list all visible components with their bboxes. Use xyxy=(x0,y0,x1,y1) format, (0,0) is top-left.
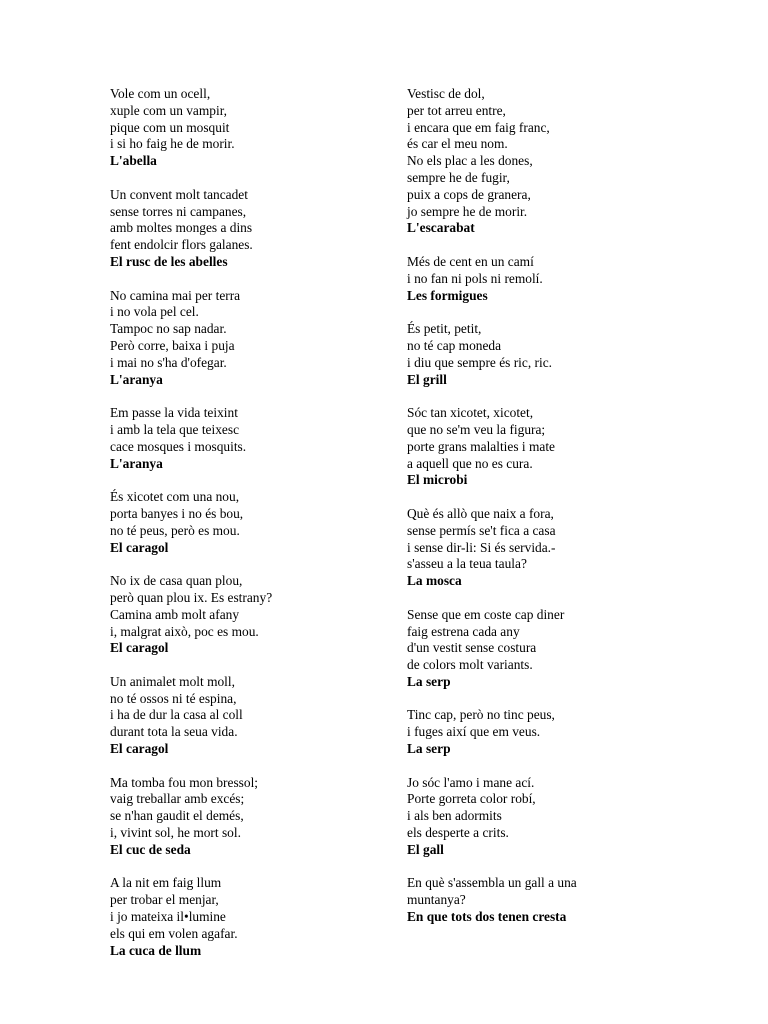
riddle-line: s'asseu a la teua taula? xyxy=(407,556,527,572)
riddle-block xyxy=(407,707,727,757)
riddle-line: vaig treballar amb excés; xyxy=(110,791,245,807)
riddle-line: a aquell que no es cura. xyxy=(407,455,533,471)
riddle-block xyxy=(110,489,430,556)
riddle-line: i jo mateixa il•lumine xyxy=(110,909,226,925)
riddle-line: No camina mai per terra xyxy=(110,287,241,303)
riddle-block xyxy=(407,506,727,590)
riddle-answer: El caragol xyxy=(110,741,169,757)
riddle-line: Porte gorreta color robí, xyxy=(407,791,536,807)
riddle-line: d'un vestit sense costura xyxy=(407,640,537,656)
riddle-block xyxy=(110,187,430,271)
riddle-line: i amb la tela que teixesc xyxy=(110,421,240,437)
riddle-line: Més de cent en un camí xyxy=(407,253,534,269)
left-column xyxy=(110,86,430,976)
riddle-line: no té ossos ni té espina, xyxy=(110,690,237,706)
riddle-line: Un convent molt tancadet xyxy=(110,186,248,202)
riddle-block xyxy=(110,405,430,472)
riddle-block xyxy=(110,674,430,758)
riddle-line: Un animalet molt moll, xyxy=(110,673,235,689)
riddle-line: i mai no s'ha d'ofegar. xyxy=(110,354,227,370)
riddle-line: Tampoc no sap nadar. xyxy=(110,321,227,337)
riddle-line: Tinc cap, però no tinc peus, xyxy=(407,707,555,723)
riddle-line: És xicotet com una nou, xyxy=(110,489,240,505)
riddle-line: porta banyes i no és bou, xyxy=(110,505,244,521)
riddle-line: els desperte a crits. xyxy=(407,825,509,841)
riddle-line: A la nit em faig llum xyxy=(110,875,222,891)
riddle-line: pique com un mosquit xyxy=(110,119,230,135)
riddle-block xyxy=(407,405,727,489)
riddle-line: els qui em volen agafar. xyxy=(110,925,238,941)
riddle-line: Sóc tan xicotet, xicotet, xyxy=(407,405,534,421)
riddle-block xyxy=(110,86,430,170)
riddle-answer: Les formigues xyxy=(407,287,488,303)
riddle-answer: El rusc de les abelles xyxy=(110,253,228,269)
riddle-line: i als ben adormits xyxy=(407,808,502,824)
riddle-line: faig estrena cada any xyxy=(407,623,520,639)
riddle-line: i, vivint sol, he mort sol. xyxy=(110,825,241,841)
riddle-line: Em passe la vida teixint xyxy=(110,405,238,421)
riddle-block xyxy=(110,775,430,859)
riddle-block xyxy=(110,573,430,657)
riddle-line: És petit, petit, xyxy=(407,321,482,337)
riddle-line: i no vola pel cel. xyxy=(110,304,199,320)
riddle-line: i, malgrat això, poc es mou. xyxy=(110,623,259,639)
riddle-answer: La mosca xyxy=(407,573,462,589)
riddle-answer: L'abella xyxy=(110,153,157,169)
riddle-answer: La cuca de llum xyxy=(110,942,202,958)
riddle-line: sense torres ni campanes, xyxy=(110,203,247,219)
riddle-line: i encara que em faig franc, xyxy=(407,119,550,135)
riddle-line: se n'han gaudit el demés, xyxy=(110,808,244,824)
riddle-line: muntanya? xyxy=(407,892,466,908)
riddle-line: i no fan ni pols ni remolí. xyxy=(407,270,543,286)
riddle-block xyxy=(110,288,430,389)
riddle-line: i sense dir-li: Si és servida.- xyxy=(407,539,556,555)
riddle-answer: L'aranya xyxy=(110,371,163,387)
riddle-answer: L'escarabat xyxy=(407,220,475,236)
riddle-line: no té cap moneda xyxy=(407,337,502,353)
riddle-block xyxy=(407,875,727,925)
riddle-line: Jo sóc l'amo i mane ací. xyxy=(407,774,535,790)
riddle-line: i ha de dur la casa al coll xyxy=(110,707,243,723)
riddle-line: Ma tomba fou mon bressol; xyxy=(110,774,259,790)
riddle-line: i si ho faig he de morir. xyxy=(110,136,235,152)
riddle-block xyxy=(407,254,727,304)
riddle-line: durant tota la seua vida. xyxy=(110,724,238,740)
riddle-line: però quan plou ix. Es estrany? xyxy=(110,589,273,605)
riddle-answer: En que tots dos tenen cresta xyxy=(407,909,567,925)
riddle-answer: El microbi xyxy=(407,472,468,488)
riddle-line: fent endolcir flors galanes. xyxy=(110,237,253,253)
riddle-line: amb moltes monges a dins xyxy=(110,220,253,236)
riddle-line: porte grans malalties i mate xyxy=(407,438,555,454)
riddle-line: sempre he de fugir, xyxy=(407,169,510,185)
riddle-answer: El caragol xyxy=(110,640,169,656)
riddle-line: és car el meu nom. xyxy=(407,136,508,152)
riddle-line: que no se'm veu la figura; xyxy=(407,421,546,437)
riddle-line: Vole com un ocell, xyxy=(110,86,211,101)
riddle-line: No ix de casa quan plou, xyxy=(110,573,243,589)
riddle-line: jo sempre he de morir. xyxy=(407,203,528,219)
riddle-answer: El grill xyxy=(407,371,447,387)
riddle-line: Camina amb molt afany xyxy=(110,606,240,622)
riddle-line: xuple com un vampir, xyxy=(110,102,227,118)
riddle-answer: El gall xyxy=(407,841,444,857)
riddle-block xyxy=(407,86,727,237)
riddle-block xyxy=(407,321,727,388)
riddle-line: Sense que em coste cap diner xyxy=(407,606,565,622)
riddle-line: per trobar el menjar, xyxy=(110,892,219,908)
riddle-answer: El caragol xyxy=(110,539,169,555)
riddle-line: i diu que sempre és ric, ric. xyxy=(407,354,553,370)
riddle-line: cace mosques i mosquits. xyxy=(110,438,247,454)
riddle-answer: La serp xyxy=(407,673,451,689)
riddle-answer: La serp xyxy=(407,741,451,757)
riddle-line: Què és allò que naix a fora, xyxy=(407,505,554,521)
riddle-line: sense permís se't fica a casa xyxy=(407,522,556,538)
riddle-answer: El cuc de seda xyxy=(110,841,191,857)
riddle-block xyxy=(407,607,727,691)
riddle-line: per tot arreu entre, xyxy=(407,102,506,118)
riddle-block xyxy=(110,875,430,959)
riddle-line: No els plac a les dones, xyxy=(407,153,533,169)
riddle-answer: L'aranya xyxy=(110,455,163,471)
riddle-line: Vestisc de dol, xyxy=(407,86,485,101)
riddle-line: puix a cops de granera, xyxy=(407,186,531,202)
right-column xyxy=(407,86,727,943)
riddle-block xyxy=(407,775,727,859)
riddle-line: de colors molt variants. xyxy=(407,657,533,673)
riddle-line: i fuges així que em veus. xyxy=(407,724,541,740)
riddle-line: En què s'assembla un gall a una xyxy=(407,875,577,891)
riddle-line: Però corre, baixa i puja xyxy=(110,337,235,353)
riddle-line: no té peus, però es mou. xyxy=(110,522,240,538)
